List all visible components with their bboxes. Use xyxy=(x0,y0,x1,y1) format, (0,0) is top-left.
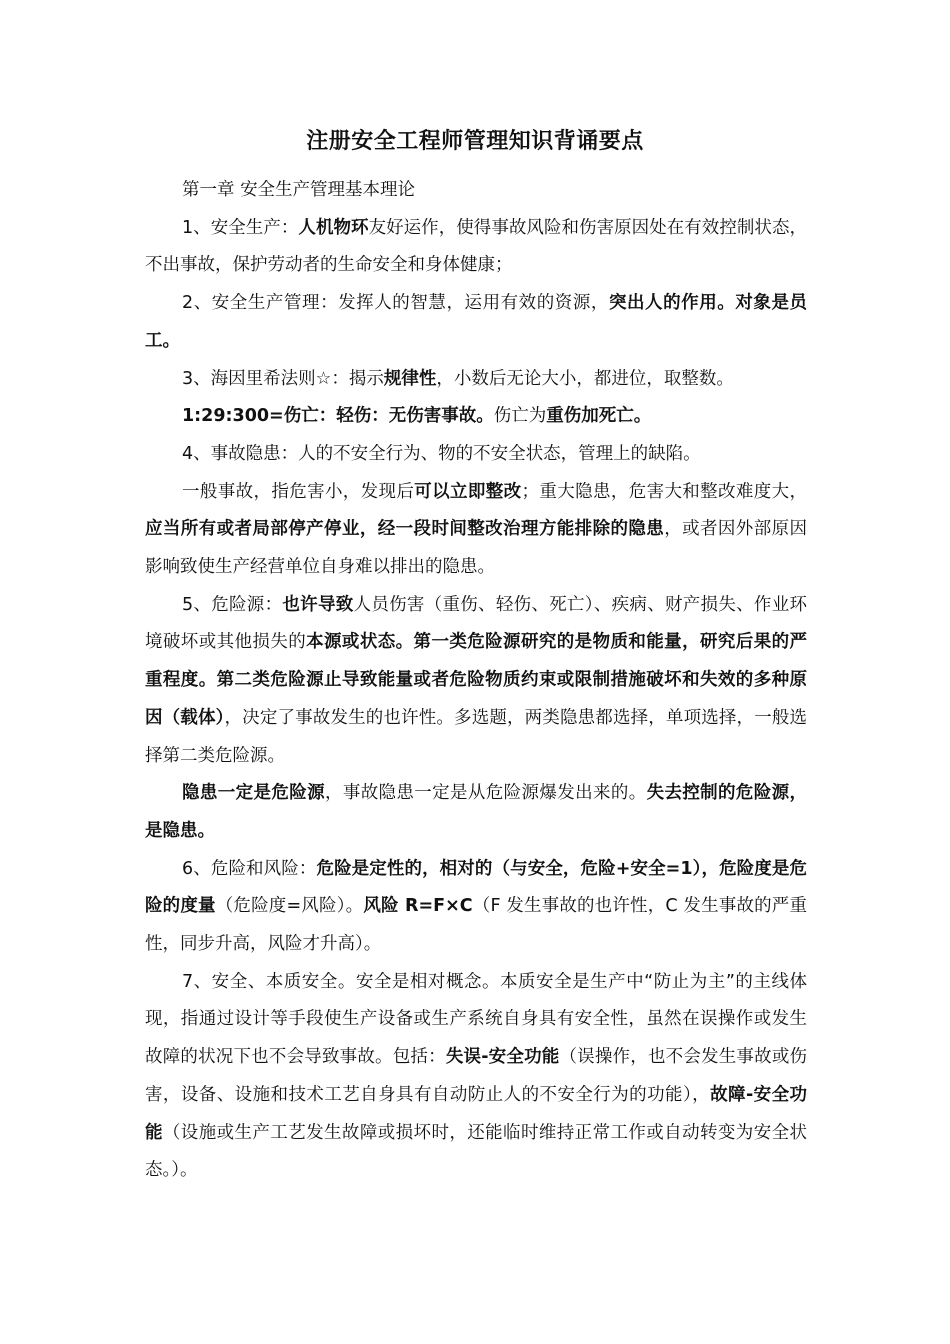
text-run: （F 发生事故的也许性，C 发生事故的严重性，同步升高，风险才升高）。 xyxy=(145,896,807,955)
paragraph-intrinsic-safety xyxy=(145,964,807,1190)
text-run: 5、危险源： xyxy=(182,594,283,615)
text-run: 一般事故，指危害小，发现后 xyxy=(182,481,415,502)
text-run: 4、事故隐患：人的不安全行为、物的不安全状态，管理上的缺陷。 xyxy=(182,443,701,464)
text-run: 友好运作，使得事故风险和伤害原因处在有效控制状态，不出事故，保护劳动者的生命安全和身体健康； xyxy=(145,217,807,276)
bold-text-run: 也许导致 xyxy=(282,594,354,615)
text-run: （危险度=风险）。 xyxy=(215,896,364,917)
bold-text-run: 突出人的作用。对象是员工。 xyxy=(145,293,807,351)
paragraph-safety-management xyxy=(145,285,807,360)
bold-text-run: 故障-安全功能 xyxy=(145,1084,808,1143)
paragraph-heinrich-ratio xyxy=(145,398,807,436)
bold-text-run: 1:29:300=伤亡：轻伤：无伤害事故。 xyxy=(182,406,494,427)
paragraph-danger-risk xyxy=(145,851,807,964)
bold-text-run: 规律性 xyxy=(383,368,437,389)
text-run: （设施或生产工艺发生故障或损坏时，还能临时维持正常工作或自动转变为安全状态。）。 xyxy=(145,1122,808,1181)
paragraph-hazard-vs-danger xyxy=(145,775,807,850)
bold-text-run: 失去控制的危险源，是隐患。 xyxy=(145,783,808,841)
bold-text-run: 重伤加死亡。 xyxy=(546,406,652,427)
bold-text-run: 危险是定性的，相对的（与安全，危险+安全=1），危险度是危险的度量 xyxy=(145,858,807,917)
bold-text-run: 可以立即整改 xyxy=(414,481,522,502)
paragraph-heinrich-law xyxy=(145,361,807,399)
text-run: 人员伤害（重伤、轻伤、死亡）、疾病、财产损失、作业环境破坏或其他损失的 xyxy=(145,594,808,653)
bold-text-run: 失误-安全功能 xyxy=(445,1047,560,1068)
paragraph-chapter-heading xyxy=(145,172,807,210)
text-run: 伤亡为 xyxy=(493,406,547,427)
bold-text-run: 风险 R=F×C xyxy=(363,896,473,917)
text-run: 第一章 安全生产管理基本理论 xyxy=(182,180,416,200)
text-run: 1、安全生产： xyxy=(182,217,299,238)
text-run: 6、危险和风险： xyxy=(182,858,317,879)
text-run: （误操作，也不会发生事故或伤害，设备、设施和技术工艺自身具有自动防止人的不安全行为的功能）， xyxy=(145,1047,808,1105)
bold-text-run: 隐患一定是危险源 xyxy=(182,783,325,804)
paragraph-hidden-danger xyxy=(145,436,807,474)
document-body xyxy=(145,172,807,1190)
paragraph-safety-production xyxy=(145,210,807,285)
document-title: 注册安全工程师管理知识背诵要点 xyxy=(306,129,644,154)
text-run: ；重大隐患，危害大和整改难度大， xyxy=(521,481,808,502)
text-run: ，或者因外部原因影响致使生产经营单位自身难以排出的隐患。 xyxy=(145,519,808,578)
bold-text-run: 人机物环 xyxy=(298,217,369,238)
bold-text-run: 本源或状态。第一类危险源研究的是物质和能量，研究后果的严重程度。第二类危险源止导致能量或者危险物质约束或限制措施破坏和失效的多种原因（载体） xyxy=(145,632,807,728)
paragraph-hazard-source xyxy=(145,587,807,776)
text-run: ，决定了事故发生的也许性。多选题，两类隐患都选择，单项选择，一般选择第二类危险源。 xyxy=(145,707,808,766)
paragraph-hazard-levels xyxy=(145,474,807,587)
bold-text-run: 应当所有或者局部停产停业，经一段时间整改治理方能排除的隐患 xyxy=(145,519,665,540)
text-run: ，事故隐患一定是从危险源爆发出来的。 xyxy=(324,783,647,804)
text-run: 7、安全、本质安全。安全是相对概念。本质安全是生产中“防止为主”的主线体现，指通过设计等手段使生产设备或生产系统自身具有安全性，虽然在误操作或发生故障的状况下也不会导致事故。包括： xyxy=(145,971,807,1068)
text-run: ，小数后无论大小，都进位，取整数。 xyxy=(436,368,734,389)
text-run: 2、安全生产管理：发挥人的智慧，运用有效的资源， xyxy=(182,293,609,314)
text-run: 3、海因里希法则☆：揭示 xyxy=(182,368,384,389)
